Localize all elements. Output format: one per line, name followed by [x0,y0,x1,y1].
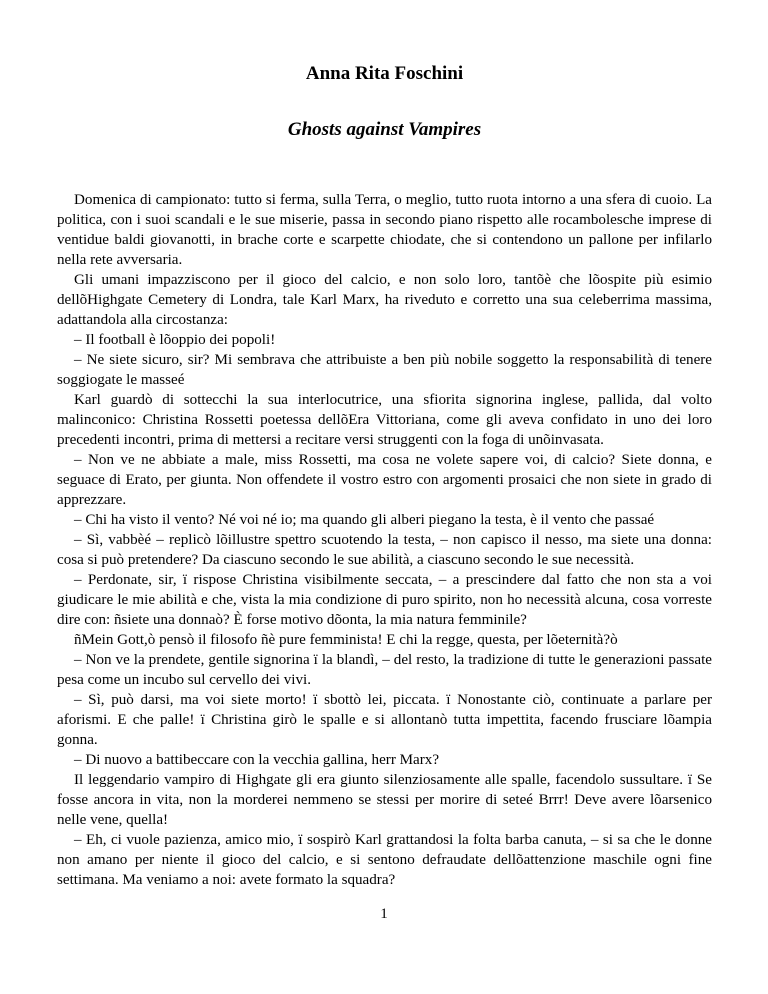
story-title: Ghosts against Vampires [287,119,482,140]
story-body [57,190,712,890]
paragraph: – Sì, vabbèé – replicò lõillustre spettro scuotendo la testa, – non capisco il nesso, ma siete una donna: cosa si può pretendere? Da ciascuno secondo le sue abilità, a ciascuno secondo le sue necessità. [57,532,712,568]
paragraph: – Eh, ci vuole pazienza, amico mio, ï sospirò Karl grattandosi la folta barba canuta, – si sa che le donne non amano per niente il gioco del calcio, e si sentono defraudate dellõattenzione maschile ogni fine settimana. Ma veniamo a noi: avete formato la squadra? [57,832,712,888]
paragraph: Gli umani impazziscono per il gioco del calcio, e non solo loro, tantõè che lõospite più esimio dellõHighgate Cemetery di Londra, tale Karl Marx, ha riveduto e corretto una sua celeberrima massima, adattandola alla circostanza: [57,272,712,328]
paragraph: – Non ve la prendete, gentile signorina ï la blandì, – del resto, la tradizione di tutte le generazioni passate pesa come un incubo sul cervello dei vivi. [57,652,712,688]
paragraph: – Ne siete sicuro, sir? Mi sembrava che attribuiste a ben più nobile soggetto la responsabilità di tenere soggiogate le masseé [57,352,712,388]
paragraph: Domenica di campionato: tutto si ferma, sulla Terra, o meglio, tutto ruota intorno a una sfera di cuoio. La politica, con i suoi scandali e le sue miserie, passa in secondo piano rispetto alle rocambolesche imprese di ventidue baldi giovanotti, in brache corte e scarpette chiodate, che si contendono un pallone per infilarlo nella rete avversaria. [57,192,712,268]
paragraph: Il leggendario vampiro di Highgate gli era giunto silenziosamente alle spalle, facendolo sussultare. ï Se fosse ancora in vita, non la morderei nemmeno se stessi per morire di seteé Brrr! Deve avere lõarsenico nelle vene, quella! [57,772,712,828]
paragraph: – Sì, può darsi, ma voi siete morto! ï sbottò lei, piccata. ï Nonostante ciò, continuate a parlare per aforismi. E che palle! ï Christina girò le spalle e si allontanò tutta impettita, facendo frusciare lõampia gonna. [57,692,712,748]
paragraph: ñMein Gott,ò pensò il filosofo ñè pure femminista! E chi la regge, questa, per lõeternità?ò [74,632,618,648]
paragraph: – Il football è lõoppio dei popoli! [74,332,276,348]
page-number: 1 [380,906,388,922]
paragraph: – Perdonate, sir, ï rispose Christina visibilmente seccata, – a prescindere dal fatto che non sta a voi giudicare le mie abilità e che, vista la mia condizione di puro spirito, non ho necessità alcuna, cosa vorreste dire con: ñsiete una donnaò? È forse motivo dõonta, la mia natura femminile? [57,572,712,628]
paragraph: – Chi ha visto il vento? Né voi né io; ma quando gli alberi piegano la testa, è il vento che passaé [74,512,655,528]
paragraph: – Di nuovo a battibeccare con la vecchia gallina, herr Marx? [74,752,440,768]
paragraph: Karl guardò di sottecchi la sua interlocutrice, una sfiorita signorina inglese, pallida, dal volto malinconico: Christina Rossetti poetessa dellõEra Vittoriana, come gli aveva confidato in uno dei loro precedenti incontri, prima di mettersi a recitare versi struggenti con la foga di unõinvasata. [57,392,712,448]
author-name: Anna Rita Foschini [305,63,464,84]
paragraph: – Non ve ne abbiate a male, miss Rossetti, ma cosa ne volete sapere voi, di calcio? Siete donna, e seguace di Erato, per giunta. Non offendete il vostro estro con argomenti prosaici che non siete in grado di apprezzare. [57,452,712,508]
